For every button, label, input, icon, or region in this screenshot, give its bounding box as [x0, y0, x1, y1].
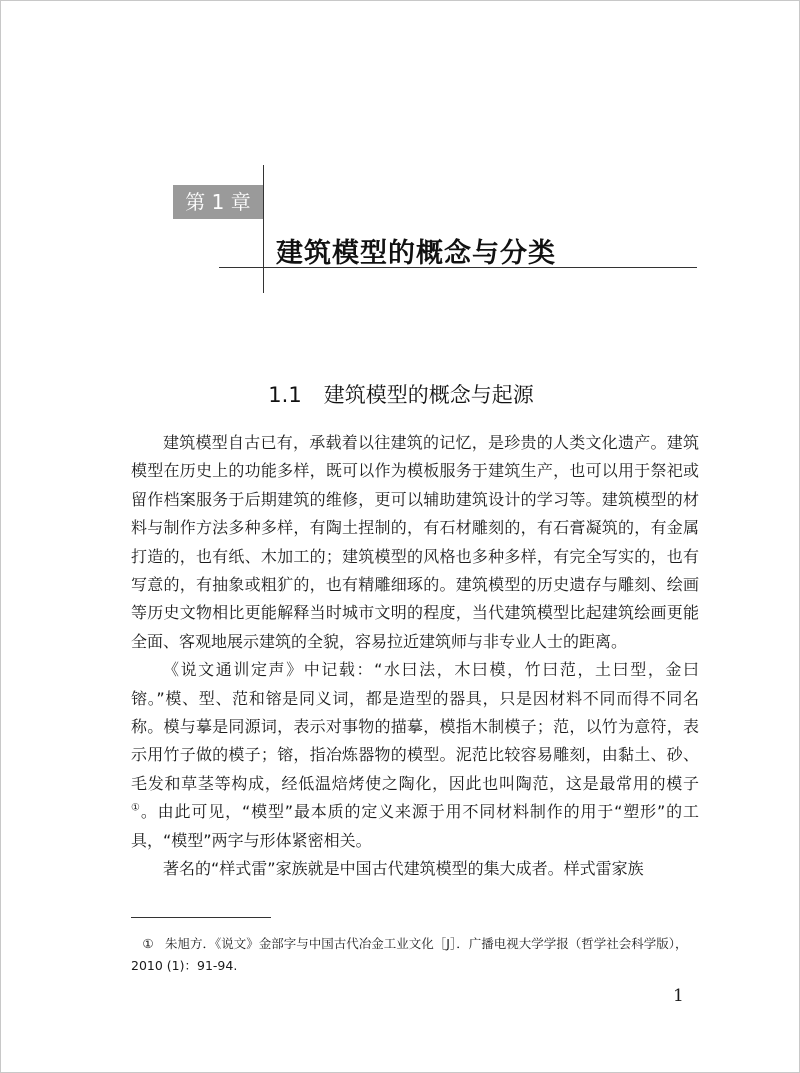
paragraph-2-part-1: 《说文通训定声》中记载：“水曰法，木曰模，竹曰范，土曰型，金曰镕。”模、型、范和镕是同义词，都是造型的器具，只是因材料不同而得不同名称。模与摹是同源词，表示对事物的描摹，模指木制模子；范，以竹为意符，表示用竹子做的模子；镕，指冶炼器物的模型。泥范比较容易雕刻，由黏土、砂、毛发和草茎等构成，经低温焙烤使之陶化，因此也叫陶范，这是最常用的模子: [131, 660, 699, 793]
footnote-reference[interactable]: ①: [131, 802, 141, 814]
chapter-title: 建筑模型的概念与分类: [276, 238, 556, 269]
footnote: [131, 933, 699, 977]
paragraph-3: 著名的“样式雷”家族就是中国古代建筑模型的集大成者。样式雷家族: [163, 859, 644, 879]
paragraph-1: 建筑模型自古已有，承载着以往建筑的记忆，是珍贵的人类文化遗产。建筑模型在历史上的功能多样，既可以作为模板服务于建筑生产，也可以用于祭祀或留作档案服务于后期建筑的维修，更可以辅助建筑设计的学习等。建筑模型的材料与制作方法多种多样，有陶土捏制的，有石材雕刻的，有石膏凝筑的，有金属打造的，也有纸、木加工的；建筑模型的风格也多种多样，有完全写实的，也有写意的，有抽象或粗犷的，也有精雕细琢的。建筑模型的历史遗存与雕刻、绘画等历史文物相比更能解释当时城市文明的程度，当代建筑模型比起建筑绘画更能全面、客观地展示建筑的全貌，容易拉近建筑师与非专业人士的距离。: [131, 433, 699, 651]
section-heading: [1, 379, 800, 409]
chapter-vertical-rule: [263, 165, 264, 293]
footnote-text: 朱旭方．《说文》金部字与中国古代冶金工业文化［J］．广播电视大学学报（哲学社会科学版），2010 (1)：91-94.: [131, 936, 688, 973]
footnote-mark: ①: [142, 936, 154, 951]
chapter-label: 第 1 章: [173, 185, 263, 219]
body-text: [131, 429, 699, 884]
section-title: 建筑模型的概念与起源: [323, 383, 534, 407]
paragraph-2: [131, 656, 699, 855]
paragraph-2-part-2: 。由此可见，“模型”最本质的定义来源于用不同材料制作的用于“塑形”的工具，“模型”两字与形体紧密相关。: [131, 802, 699, 850]
page-number: 1: [673, 986, 684, 1006]
footnote-rule: [131, 917, 271, 918]
section-number: 1.1: [268, 383, 302, 407]
